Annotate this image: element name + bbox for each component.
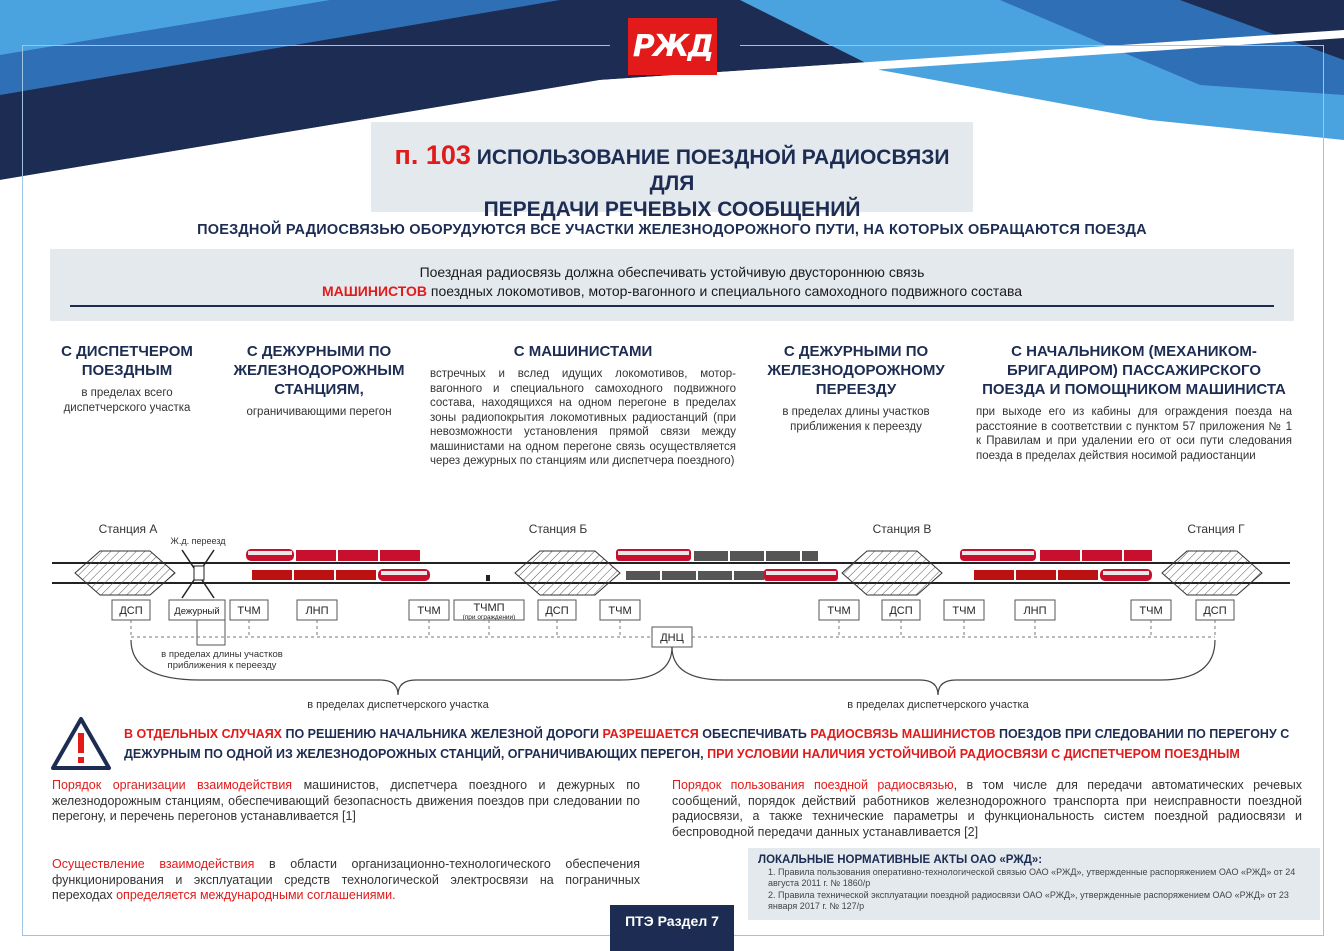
train-6: [974, 569, 1152, 581]
warning-icon: [50, 716, 112, 772]
frame-line-bottom: [22, 935, 610, 936]
approach-bracket: [197, 620, 225, 645]
frame-line-left: [22, 45, 23, 935]
footer-section-tab: ПТЭ Раздел 7: [610, 905, 734, 951]
paragraph-interaction-order: Порядок организации взаимодействия машинистов, диспетчера поездного и дежурных по железнодорожным станциям, обеспечивающий безопасность движения поездов при следовании по перегону, и перечень перегонов устанавливается [1]: [52, 778, 641, 823]
column-desc: в пределах длины участков приближения к переезду: [782, 406, 930, 433]
box-tchm: ТЧМ: [1139, 605, 1163, 617]
column-desc: в пределах всего диспетчерского участка: [63, 387, 191, 414]
rzd-logo: [628, 18, 717, 75]
box-lnp: ЛНП: [1023, 605, 1047, 617]
column-crossing-duty: [758, 342, 954, 434]
box-dsp: ДСП: [119, 605, 143, 617]
column-desc: ограничивающими перегон: [246, 406, 392, 418]
box-tchmp-note: (при ограждении): [462, 614, 516, 621]
train-1: [246, 549, 420, 561]
local-acts-heading: ЛОКАЛЬНЫЕ НОРМАТИВНЫЕ АКТЫ ОАО «РЖД»:: [758, 854, 1043, 866]
railway-diagram: [0, 515, 1344, 715]
station-label: Станция Г: [1187, 522, 1245, 536]
paragraph-border-crossings: Осуществление взаимодействия в области организационно-технологического обеспечения функционирования и эксплуатации средств технологической электросвязи на пограничных переходах определяется международными соглашениями.: [52, 857, 640, 902]
info-line-1: Поездная радиосвязь должна обеспечивать устойчивую двустороннюю связь: [419, 264, 925, 280]
station-label: Станция В: [872, 522, 932, 536]
section-label-left: в пределах диспетчерского участка: [307, 699, 489, 711]
station-v-shape: [842, 551, 942, 595]
frame-line-top-left: [22, 45, 610, 46]
train-4: [626, 569, 838, 581]
column-heading: С ДЕЖУРНЫМИ ПО ЖЕЛЕЗНОДОРОЖНЫМ СТАНЦИЯМ,: [233, 343, 405, 398]
frame-line-top-right: [740, 45, 1324, 46]
warning-text: В ОТДЕЛЬНЫХ СЛУЧАЯХ ПО РЕШЕНИЮ НАЧАЛЬНИКА ЖЕЛЕЗНОЙ ДОРОГИ РАЗРЕШАЕТСЯ ОБЕСПЕЧИВАТЬ РАДИОСВЯЗЬ МАШИНИСТОВ ПОЕЗДОВ ПРИ СЛЕДОВАНИИ ПО ПЕРЕГОНУ С ДЕЖУРНЫМ ПО ОДНОЙ ИЗ ЖЕЛЕЗНОДОРОЖНЫХ СТАНЦИЙ, ОГРАНИЧИВАЮЩИХ ПЕРЕГОН, ПРИ УСЛОВИИ НАЛИЧИЯ УСТОЙЧИВОЙ РАДИОСВЯЗИ С ДИСПЕТЧЕРОМ ПОЕЗДНЫМ: [124, 727, 1290, 761]
info-line-2: поездных локомотивов, мотор-вагонного и специального самоходного подвижного состава: [427, 283, 1023, 299]
box-dsp: ДСП: [545, 605, 569, 617]
train-3: [616, 549, 818, 561]
box-tchm: ТЧМ: [608, 605, 632, 617]
column-heading: С НАЧАЛЬНИКОМ (МЕХАНИКОМ-БРИГАДИРОМ) ПАССАЖИРСКОГО ПОЕЗДА И ПОМОЩНИКОМ МАШИНИСТА: [982, 343, 1286, 398]
section-label-right: в пределах диспетчерского участка: [847, 699, 1029, 711]
local-acts-box: [748, 848, 1320, 920]
station-label: Станция Б: [528, 522, 588, 536]
station-label: Станция А: [98, 522, 158, 536]
column-dispatcher: [52, 342, 202, 415]
box-tchm: ТЧМ: [417, 605, 441, 617]
train-5: [960, 549, 1152, 561]
station-g-shape: [1162, 551, 1262, 595]
frame-line-bottom-right: [734, 935, 1324, 936]
crossing-booth: [194, 566, 204, 580]
brace-right: [672, 640, 1215, 695]
station-b-shape: [515, 551, 620, 595]
box-tchm: ТЧМ: [237, 605, 261, 617]
crossing-label: Ж.д. переезд: [170, 536, 226, 546]
signal-mark: [486, 575, 490, 581]
column-drivers: [430, 342, 736, 469]
column-train-chief: [976, 342, 1292, 463]
approach-note-2: приближения к переезду: [167, 660, 277, 671]
paragraph-radio-usage: Порядок пользования поездной радиосвязью, в том числе для передачи автоматических речевых сообщений, порядок действий работников железнодорожного транспорта при неисправности поездной радиосвязи, а также технические параметры и функциональность систем поездной радиосвязи и беспроводной передачи данных устанавливается [2]: [672, 778, 1302, 839]
column-heading: С ДЕЖУРНЫМИ ПО ЖЕЛЕЗНОДОРОЖНОМУ ПЕРЕЕЗДУ: [767, 343, 945, 398]
local-act-item: 1. Правила пользования оперативно-технологической связью ОАО «РЖД», утвержденные распоряжением ОАО «РЖД» от 24 августа 2011 г. № 1860/р: [768, 867, 1296, 888]
approach-note-1: в пределах длины участков: [161, 649, 283, 660]
box-lnp: ЛНП: [305, 605, 329, 617]
column-desc: при выходе его из кабины для ограждения поезда на расстояние в соответствии с пунктом 57 приложения № 1 к Правилам и при удалении его от оси пути следования поезда в пределах действия носимой радиостанции: [976, 406, 1292, 462]
logo-text: РЖД: [632, 29, 713, 64]
column-desc: встречных и вслед идущих локомотивов, мотор-вагонного и специального самоходного подвижного состава, находящихся на одном перегоне в пределах зоны радиопокрытия локомотивных радиостанций (при невозможности установления прямой связи между машинистами на одном перегоне связь осуществляется через дежурных по станциям или диспетчера поездного): [430, 368, 736, 467]
box-dsp: ДСП: [889, 605, 913, 617]
box-dnc: ДНЦ: [660, 632, 684, 644]
frame-line-right: [1323, 45, 1324, 935]
column-heading: С ДИСПЕТЧЕРОМ ПОЕЗДНЫМ: [61, 343, 193, 379]
local-act-item: 2. Правила технической эксплуатации поездной радиосвязи ОАО «РЖД», утвержденные распоряжением ОАО «РЖД» от 23 января 2017 г. № 127/р: [768, 890, 1289, 911]
box-tchm: ТЧМ: [827, 605, 851, 617]
column-heading: С МАШИНИСТАМИ: [513, 343, 653, 360]
subtitle: ПОЕЗДНОЙ РАДИОСВЯЗЬЮ ОБОРУДУЮТСЯ ВСЕ УЧАСТКИ ЖЕЛЕЗНОДОРОЖНОГО ПУТИ, НА КОТОРЫХ ОБРАЩАЮТСЯ ПОЕЗДА: [197, 222, 1147, 238]
box-duty: Дежурный: [174, 606, 220, 617]
box-tchm: ТЧМ: [952, 605, 976, 617]
box-dsp: ДСП: [1203, 605, 1227, 617]
title-line-1: ИСПОЛЬЗОВАНИЕ ПОЕЗДНОЙ РАДИОСВЯЗИ ДЛЯ: [476, 146, 950, 195]
column-station-duty: [226, 342, 412, 420]
info-divider: [70, 305, 1274, 307]
station-a-shape: [75, 551, 175, 595]
info-box: [50, 249, 1294, 321]
box-tchmp: ТЧМП: [473, 602, 505, 614]
train-2: [252, 569, 430, 581]
page-title: [371, 122, 973, 221]
title-line-2: ПЕРЕДАЧИ РЕЧЕВЫХ СООБЩЕНИЙ: [483, 198, 861, 221]
title-number: п. 103: [394, 140, 471, 170]
info-highlight: МАШИНИСТОВ: [321, 283, 427, 299]
